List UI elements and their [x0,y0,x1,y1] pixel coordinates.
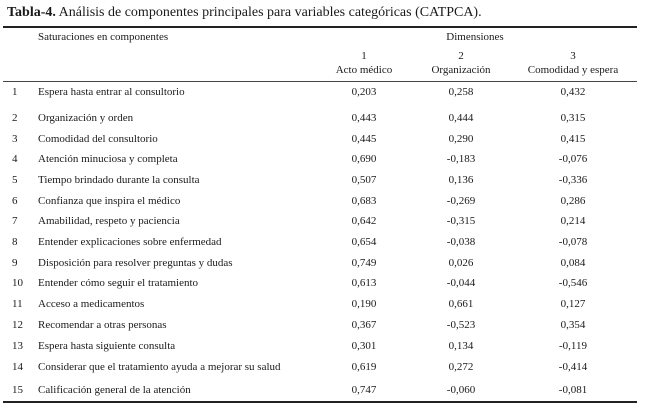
variable-name: Disposición para resolver preguntas y dudas [38,257,233,269]
loading-value-dimension-2: -0,183 [446,153,476,165]
loading-value-dimension-1: 0,190 [351,298,377,310]
loading-value-dimension-3: 0,127 [560,298,586,310]
row-number: 13 [12,340,23,352]
table-row [0,338,640,354]
row-number: 4 [12,153,18,165]
table-row [0,317,640,333]
loading-value-dimension-1: 0,654 [351,236,377,248]
loading-value-dimension-3: -0,414 [558,361,588,373]
loading-value-dimension-1: 0,619 [351,361,377,373]
dimension-name: Acto médico [335,64,393,76]
table-row [0,255,640,271]
row-number: 15 [12,384,23,396]
loading-value-dimension-2: -0,315 [446,215,476,227]
row-number: 5 [12,174,18,186]
table-row [0,213,640,229]
loading-value-dimension-1: 0,690 [351,153,377,165]
dimension-number: 2 [458,50,464,62]
loading-value-dimension-3: -0,078 [558,236,588,248]
loading-value-dimension-3: 0,354 [560,319,586,331]
variable-name: Entender cómo seguir el tratamiento [38,277,199,289]
dimension-name: Comodidad y espera [527,64,619,76]
row-number: 8 [12,236,18,248]
dimension-column-header-2 [415,49,507,77]
loading-value-dimension-1: 0,203 [351,86,377,98]
loading-value-dimension-2: 0,258 [448,86,474,98]
row-number: 10 [12,277,23,289]
row-number: 14 [12,361,23,373]
loading-value-dimension-2: -0,060 [446,384,476,396]
loading-value-dimension-1: 0,747 [351,384,377,396]
variable-name: Organización y orden [38,112,134,124]
loading-value-dimension-2: 0,272 [448,361,474,373]
table-row [0,382,640,398]
loading-value-dimension-3: -0,546 [558,277,588,289]
loading-value-dimension-3: -0,076 [558,153,588,165]
loading-value-dimension-3: 0,214 [560,215,586,227]
loading-value-dimension-1: 0,443 [351,112,377,124]
table-top-rule [3,26,637,28]
variable-name: Espera hasta entrar al consultorio [38,86,185,98]
loading-value-dimension-2: 0,444 [448,112,474,124]
table-row [0,234,640,250]
table-row [0,110,640,126]
table-row [0,193,640,209]
variable-name: Considerar que el tratamiento ayuda a mejorar su salud [38,361,281,373]
loading-value-dimension-2: 0,134 [448,340,474,352]
loading-value-dimension-2: -0,038 [446,236,476,248]
table-row [0,296,640,312]
table-caption [7,4,482,22]
loading-value-dimension-2: 0,290 [448,133,474,145]
loading-value-dimension-3: -0,081 [558,384,588,396]
loading-value-dimension-3: -0,119 [558,340,587,352]
table-caption-label: Tabla-4. [7,5,56,20]
variable-name: Tiempo brindado durante la consulta [38,174,200,186]
table-row [0,84,640,100]
loading-value-dimension-3: 0,415 [560,133,586,145]
variable-name: Entender explicaciones sobre enfermedad [38,236,222,248]
loading-value-dimension-2: 0,661 [448,298,474,310]
table-caption-title: Análisis de componentes principales para variables categóricas (CATPCA). [55,5,482,20]
row-number: 3 [12,133,18,145]
row-number: 6 [12,195,18,207]
variable-name: Acceso a medicamentos [38,298,145,310]
row-number: 2 [12,112,18,124]
loading-value-dimension-3: 0,286 [560,195,586,207]
dimension-column-header-3 [512,49,634,77]
loading-value-dimension-1: 0,445 [351,133,377,145]
loading-value-dimension-1: 0,507 [351,174,377,186]
table-row [0,131,640,147]
row-number: 9 [12,257,18,269]
loading-value-dimension-3: 0,315 [560,112,586,124]
table-row [0,359,640,375]
variable-name: Espera hasta siguiente consulta [38,340,176,352]
variable-name: Comodidad del consultorio [38,133,158,145]
table-row [0,172,640,188]
loading-value-dimension-3: 0,432 [560,86,586,98]
table-row [0,275,640,291]
table-header-rule [3,81,637,82]
dimension-column-header-1 [318,49,410,77]
loading-value-dimension-1: 0,367 [351,319,377,331]
row-number: 1 [12,86,18,98]
loading-value-dimension-2: -0,044 [446,277,476,289]
row-number: 7 [12,215,18,227]
loading-value-dimension-1: 0,683 [351,195,377,207]
loadings-header: Saturaciones en componentes [38,31,169,43]
dimension-number: 1 [361,50,367,62]
loading-value-dimension-2: 0,136 [448,174,474,186]
row-number: 12 [12,319,23,331]
loading-value-dimension-2: -0,523 [446,319,476,331]
loading-value-dimension-1: 0,642 [351,215,377,227]
variable-name: Atención minuciosa y completa [38,153,178,165]
dimensions-header: Dimensiones [446,31,504,43]
row-number: 11 [12,298,23,310]
table-row [0,151,640,167]
loading-value-dimension-1: 0,749 [351,257,377,269]
dimension-name: Organización [431,64,491,76]
loading-value-dimension-2: -0,269 [446,195,476,207]
loading-value-dimension-1: 0,301 [351,340,377,352]
loading-value-dimension-3: 0,084 [560,257,586,269]
variable-name: Recomendar a otras personas [38,319,167,331]
dimension-number: 3 [570,50,576,62]
variable-name: Confianza que inspira el médico [38,195,181,207]
loading-value-dimension-2: 0,026 [448,257,474,269]
loading-value-dimension-1: 0,613 [351,277,377,289]
variable-name: Calificación general de la atención [38,384,191,396]
loading-value-dimension-3: -0,336 [558,174,588,186]
table-bottom-rule [3,401,637,403]
variable-name: Amabilidad, respeto y paciencia [38,215,180,227]
